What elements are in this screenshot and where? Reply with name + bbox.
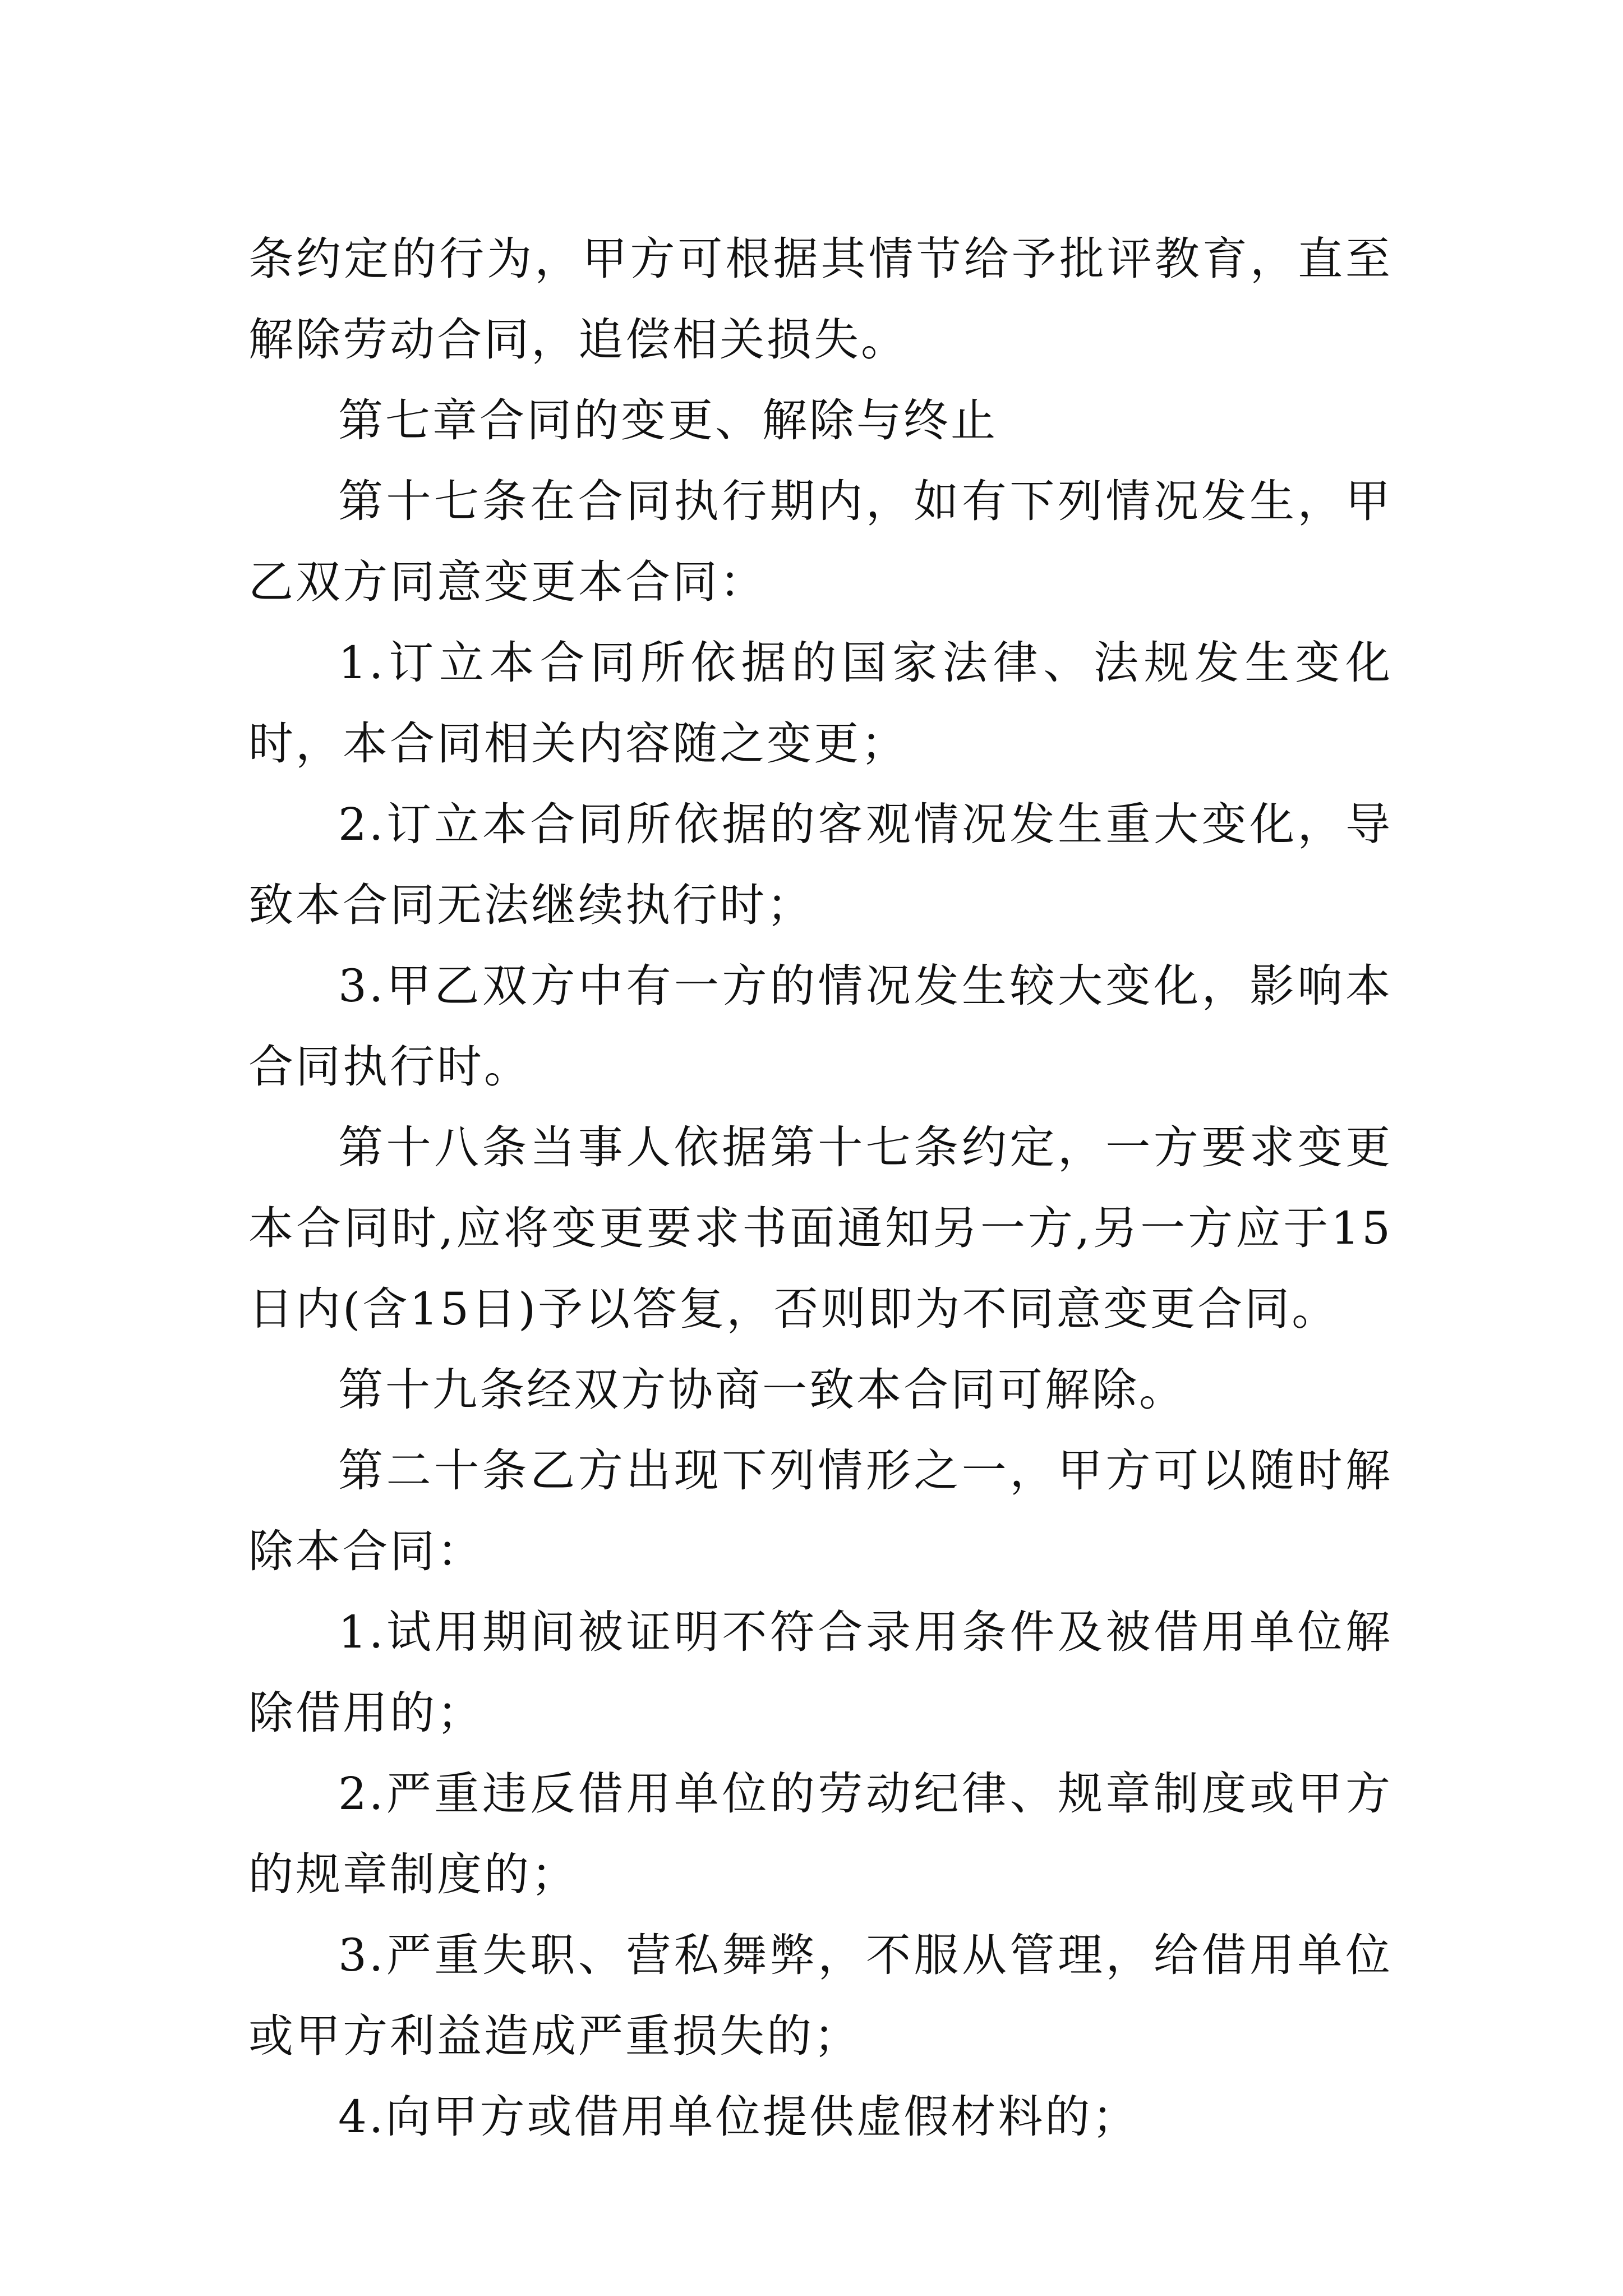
article-20-item-4: 4.向甲方或借用单位提供虚假材料的； [338, 2091, 1140, 2143]
article-17: 第十七条在合同执行期内，如有下列情况发生，甲乙双方同意变更本合同： [248, 475, 1393, 608]
article-20-item-3: 3.严重失职、营私舞弊，不服从管理，给借用单位或甲方利益造成严重损失的； [248, 1929, 1393, 2062]
paragraph-clause-continuation: 条约定的行为，甲方可根据其情节给予批评教育，直至解除劳动合同，追偿相关损失。 [248, 233, 1393, 366]
article-20-item-1: 1.试用期间被证明不符合录用条件及被借用单位解除借用的； [248, 1606, 1393, 1739]
article-17-item-3: 3.甲乙双方中有一方的情况发生较大变化，影响本合同执行时。 [248, 960, 1393, 1093]
article-18: 第十八条当事人依据第十七条约定，一方要求变更本合同时,应将变更要求书面通知另一方,另一方应于15日内(含15日)予以答复，否则即为不同意变更合同。 [248, 1121, 1393, 1335]
article-20: 第二十条乙方出现下列情形之一，甲方可以随时解除本合同： [248, 1444, 1393, 1577]
article-20-item-2: 2.严重违反借用单位的劳动纪律、规章制度或甲方的规章制度的； [248, 1768, 1393, 1901]
article-19: 第十九条经双方协商一致本合同可解除。 [338, 1364, 1186, 1416]
document-body [248, 219, 1393, 2157]
chapter-heading-7: 第七章合同的变更、解除与终止 [338, 394, 998, 447]
article-17-item-1: 1.订立本合同所依据的国家法律、法规发生变化时，本合同相关内容随之变更； [248, 637, 1393, 770]
article-17-item-2: 2.订立本合同所依据的客观情况发生重大变化，导致本合同无法继续执行时； [248, 798, 1393, 931]
